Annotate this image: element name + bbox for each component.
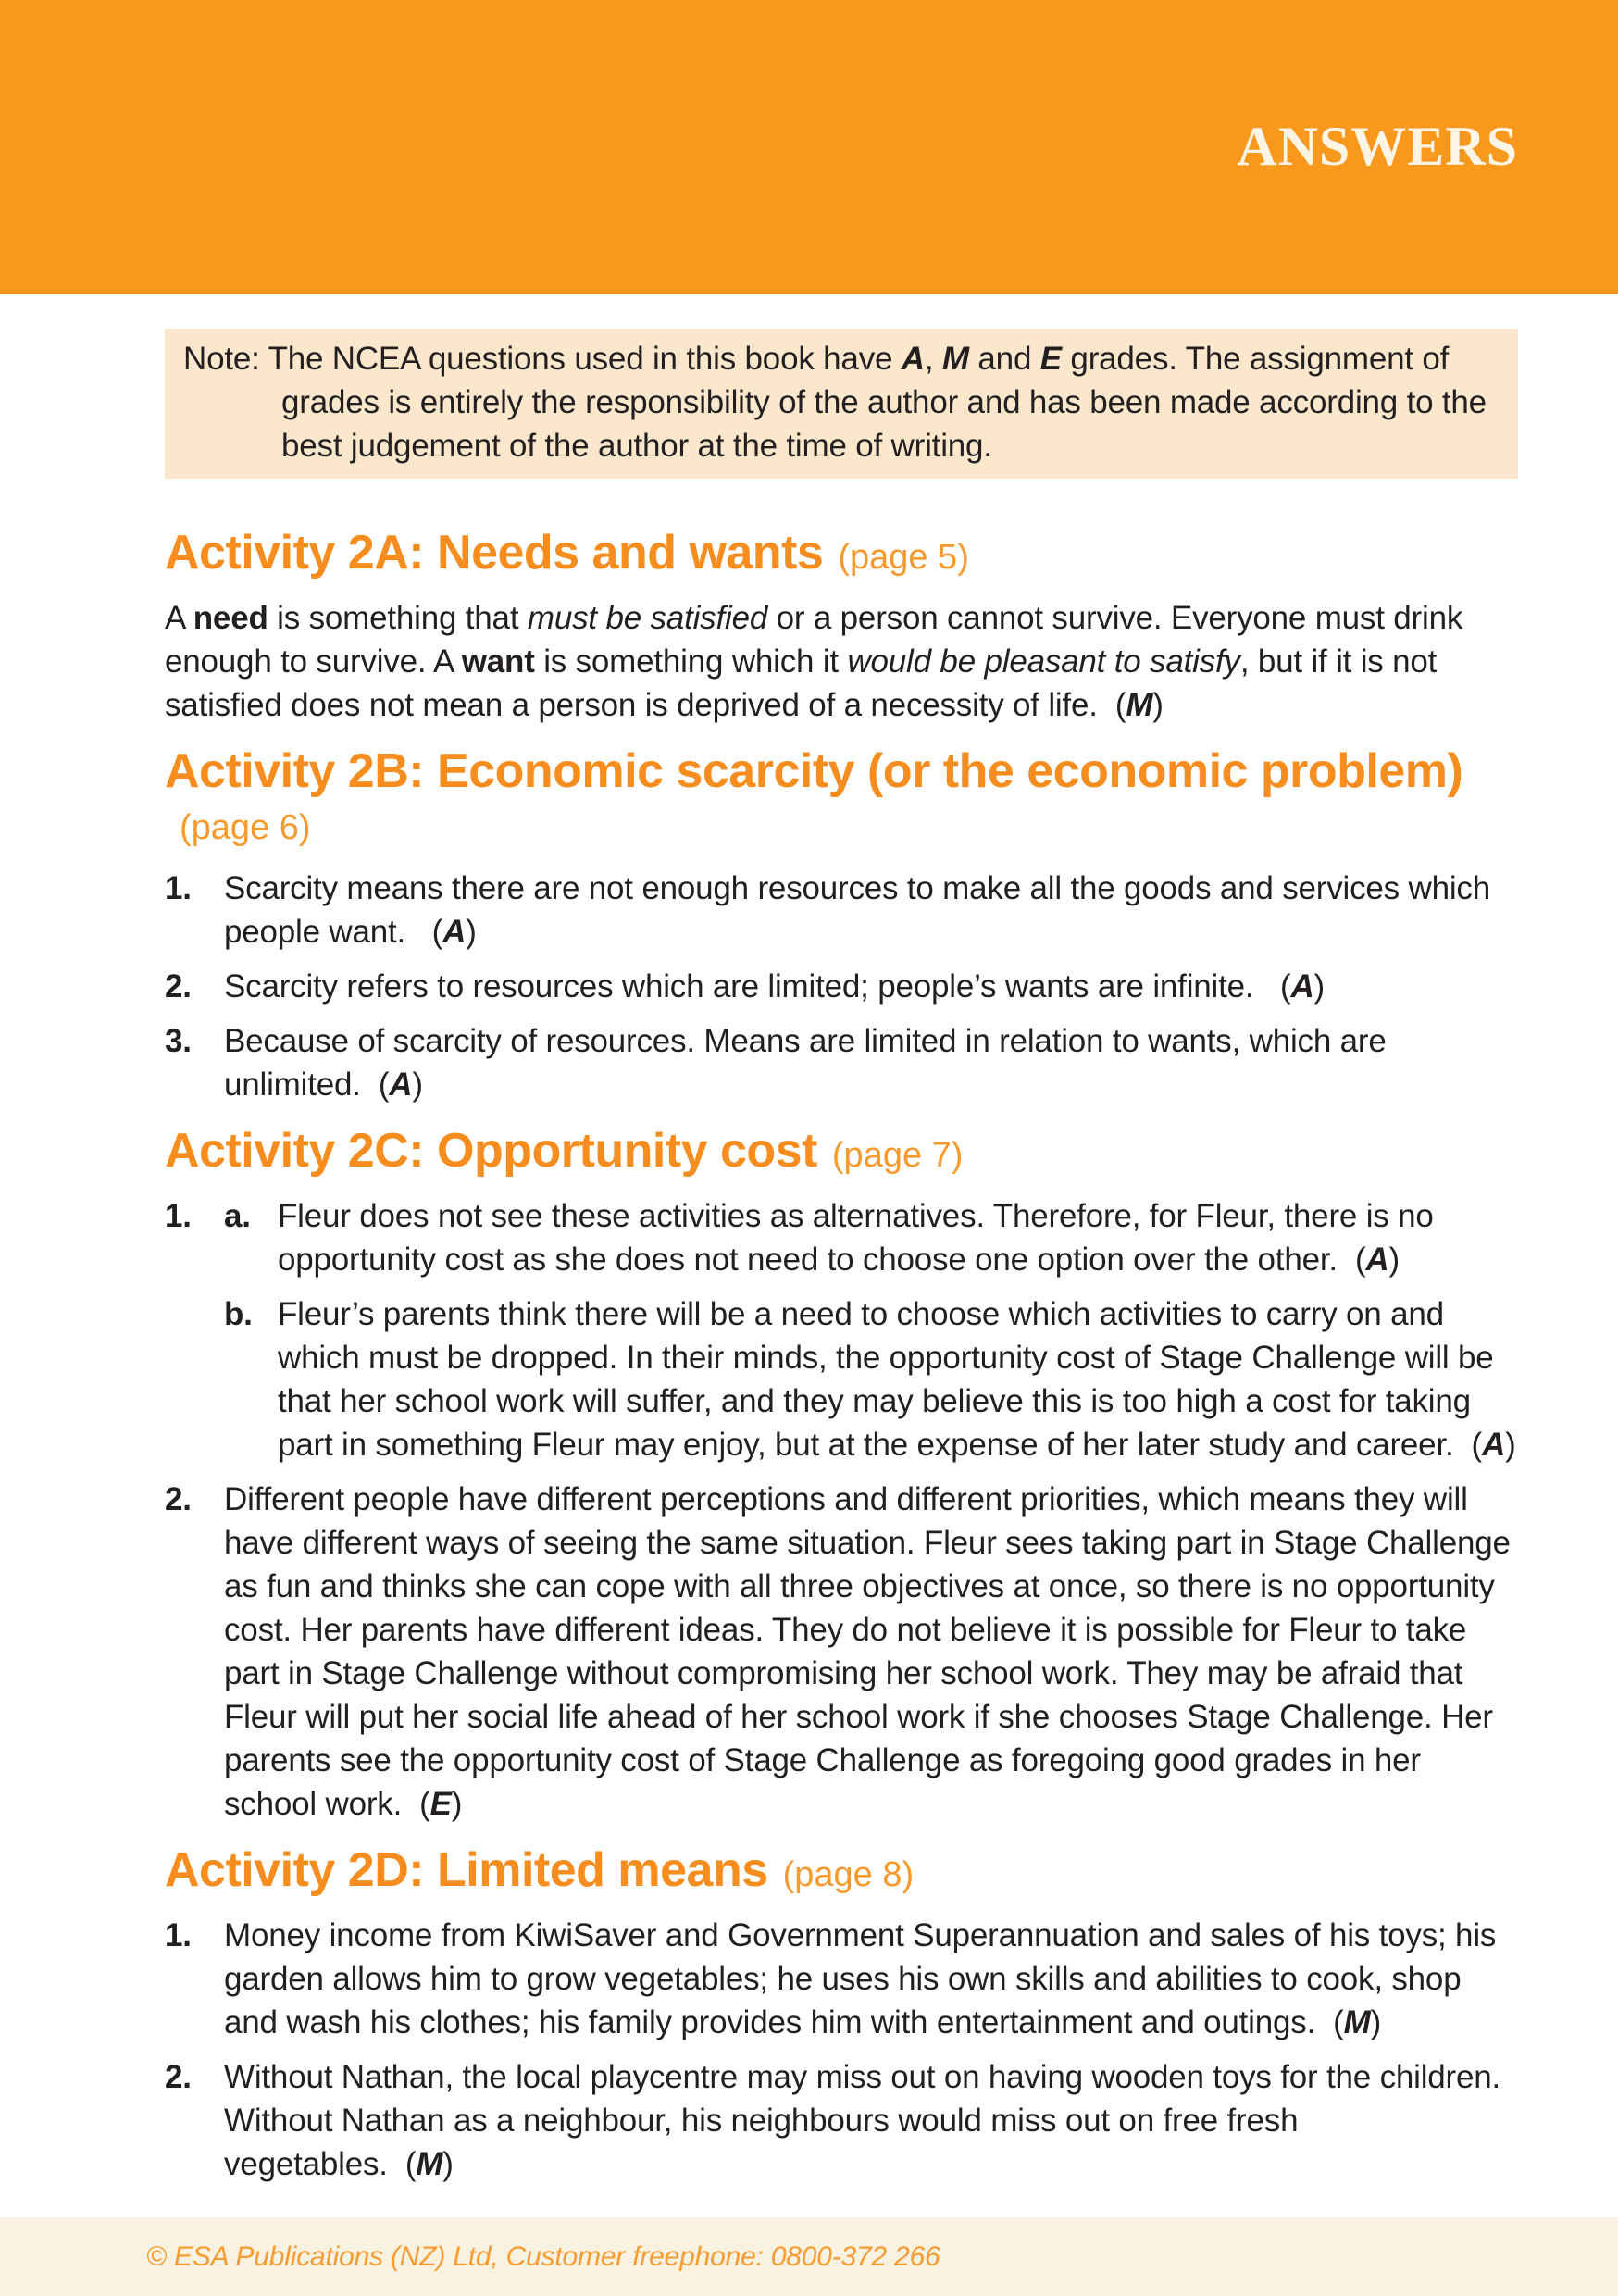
subitem-text: Fleur does not see these activities as alternatives. Therefore, for Fleur, there is no opportunity cost as she does not need to choose one option over the other. (A) bbox=[278, 1198, 1434, 1278]
activity-blocks bbox=[165, 1914, 1518, 2186]
item-body bbox=[224, 1194, 1518, 1466]
page-reference: (page 7) bbox=[831, 1136, 964, 1175]
answers-banner bbox=[0, 0, 1618, 294]
answer-subitem bbox=[224, 1194, 1518, 1281]
note-box bbox=[165, 329, 1518, 479]
item-text: Without Nathan, the local playcentre may miss out on having wooden toys for the children. Without Nathan as a neighbour, his neighbours would miss out on free fresh vegetables. (M) bbox=[224, 2059, 1501, 2182]
item-body bbox=[224, 965, 1518, 1008]
item-number: 3. bbox=[165, 1023, 192, 1059]
footer-copyright: © ESA Publications (NZ) Ltd, Customer freephone: 0800-372 266 bbox=[146, 2240, 940, 2272]
activity-sections bbox=[165, 527, 1518, 2186]
activity-heading bbox=[165, 1844, 1518, 1901]
footer-band bbox=[0, 2217, 1618, 2296]
subitem-text: Fleur’s parents think there will be a need to choose which activities to carry on and which must be dropped. In their minds, the opportunity cost of Stage Challenge will be that her school work will suffer, and they may believe this is too high a cost for taking part in something Fleur may enjoy, but at the expense of her later study and career. (A) bbox=[278, 1296, 1516, 1463]
answer-item bbox=[165, 867, 1518, 954]
item-text: Scarcity refers to resources which are limited; people’s wants are infinite. (A) bbox=[224, 968, 1325, 1004]
answer-item bbox=[165, 1478, 1518, 1826]
activity-heading bbox=[165, 745, 1518, 854]
activity-heading bbox=[165, 527, 1518, 583]
item-text: Because of scarcity of resources. Means are limited in relation to wants, which are unlimited. (A) bbox=[224, 1023, 1387, 1103]
item-body bbox=[224, 867, 1518, 954]
activity-blocks bbox=[165, 596, 1518, 727]
activity-blocks bbox=[165, 867, 1518, 1106]
answer-subitem bbox=[224, 1292, 1518, 1466]
activity-section bbox=[165, 527, 1518, 727]
activity-heading-text: Activity 2D: Limited means bbox=[165, 1843, 768, 1897]
activity-heading bbox=[165, 1125, 1518, 1181]
item-number: 1. bbox=[165, 870, 192, 906]
answer-item bbox=[165, 1194, 1518, 1466]
answer-item bbox=[165, 1019, 1518, 1106]
activity-heading-text: Activity 2C: Opportunity cost bbox=[165, 1124, 817, 1178]
activity-section bbox=[165, 1844, 1518, 2186]
note-text: Note: The NCEA questions used in this book have A, M and E grades. The assignment of grades is entirely the responsibility of the author and has been made according to the best judgement of the author at the time of writing. bbox=[183, 341, 1487, 464]
answer-item bbox=[165, 2055, 1518, 2186]
activity-heading-text: Activity 2A: Needs and wants bbox=[165, 526, 824, 580]
item-body bbox=[224, 1478, 1518, 1826]
page-title: ANSWERS bbox=[1237, 116, 1518, 177]
item-text: Scarcity means there are not enough resources to make all the goods and services which people want. (A) bbox=[224, 870, 1490, 950]
answer-item bbox=[165, 965, 1518, 1008]
page-reference: (page 8) bbox=[782, 1855, 915, 1894]
content bbox=[0, 294, 1618, 2186]
item-number: 2. bbox=[165, 968, 192, 1004]
item-body bbox=[224, 1019, 1518, 1106]
activity-heading-text: Activity 2B: Economic scarcity (or the economic problem) bbox=[165, 744, 1463, 798]
subitem-letter: b. bbox=[224, 1296, 253, 1332]
page-reference: (page 6) bbox=[180, 808, 311, 847]
item-number: 2. bbox=[165, 1481, 192, 1517]
item-text: Money income from KiwiSaver and Government Superannuation and sales of his toys; his garden allows him to grow vegetables; he uses his own skills and abilities to cook, shop and wash his clothes; his family provides him with entertainment and outings. (M) bbox=[224, 1917, 1497, 2040]
activity-section bbox=[165, 745, 1518, 1106]
answer-paragraph: A need is something that must be satisfied or a person cannot survive. Everyone must drink enough to survive. A want is something which it would be pleasant to satisfy, but if it is not satisfied does not mean a person is deprived of a necessity of life. (M) bbox=[165, 600, 1463, 723]
subitem-letter: a. bbox=[224, 1198, 251, 1234]
item-number: 1. bbox=[165, 1198, 192, 1234]
page-reference: (page 5) bbox=[838, 538, 969, 577]
item-number: 2. bbox=[165, 2059, 192, 2095]
activity-section bbox=[165, 1125, 1518, 1826]
answer-item bbox=[165, 1914, 1518, 2044]
activity-blocks bbox=[165, 1194, 1518, 1826]
item-text: Different people have different perceptions and different priorities, which means they will have different ways of seeing the same situation. Fleur sees taking part in Stage Challenge as fun and thinks she can cope with all three objectives at once, so there is no opportunity cost. Her parents have different ideas. They do not believe it is possible for Fleur to take part in Stage Challenge without compromising her school work. They may be afraid that Fleur will put her social life ahead of her school work if she chooses Stage Challenge. Her parents see the opportunity cost of Stage Challenge as foregoing good grades in her school work. (E) bbox=[224, 1481, 1511, 1822]
item-body bbox=[224, 2055, 1518, 2186]
item-number: 1. bbox=[165, 1917, 192, 1953]
item-body bbox=[224, 1914, 1518, 2044]
